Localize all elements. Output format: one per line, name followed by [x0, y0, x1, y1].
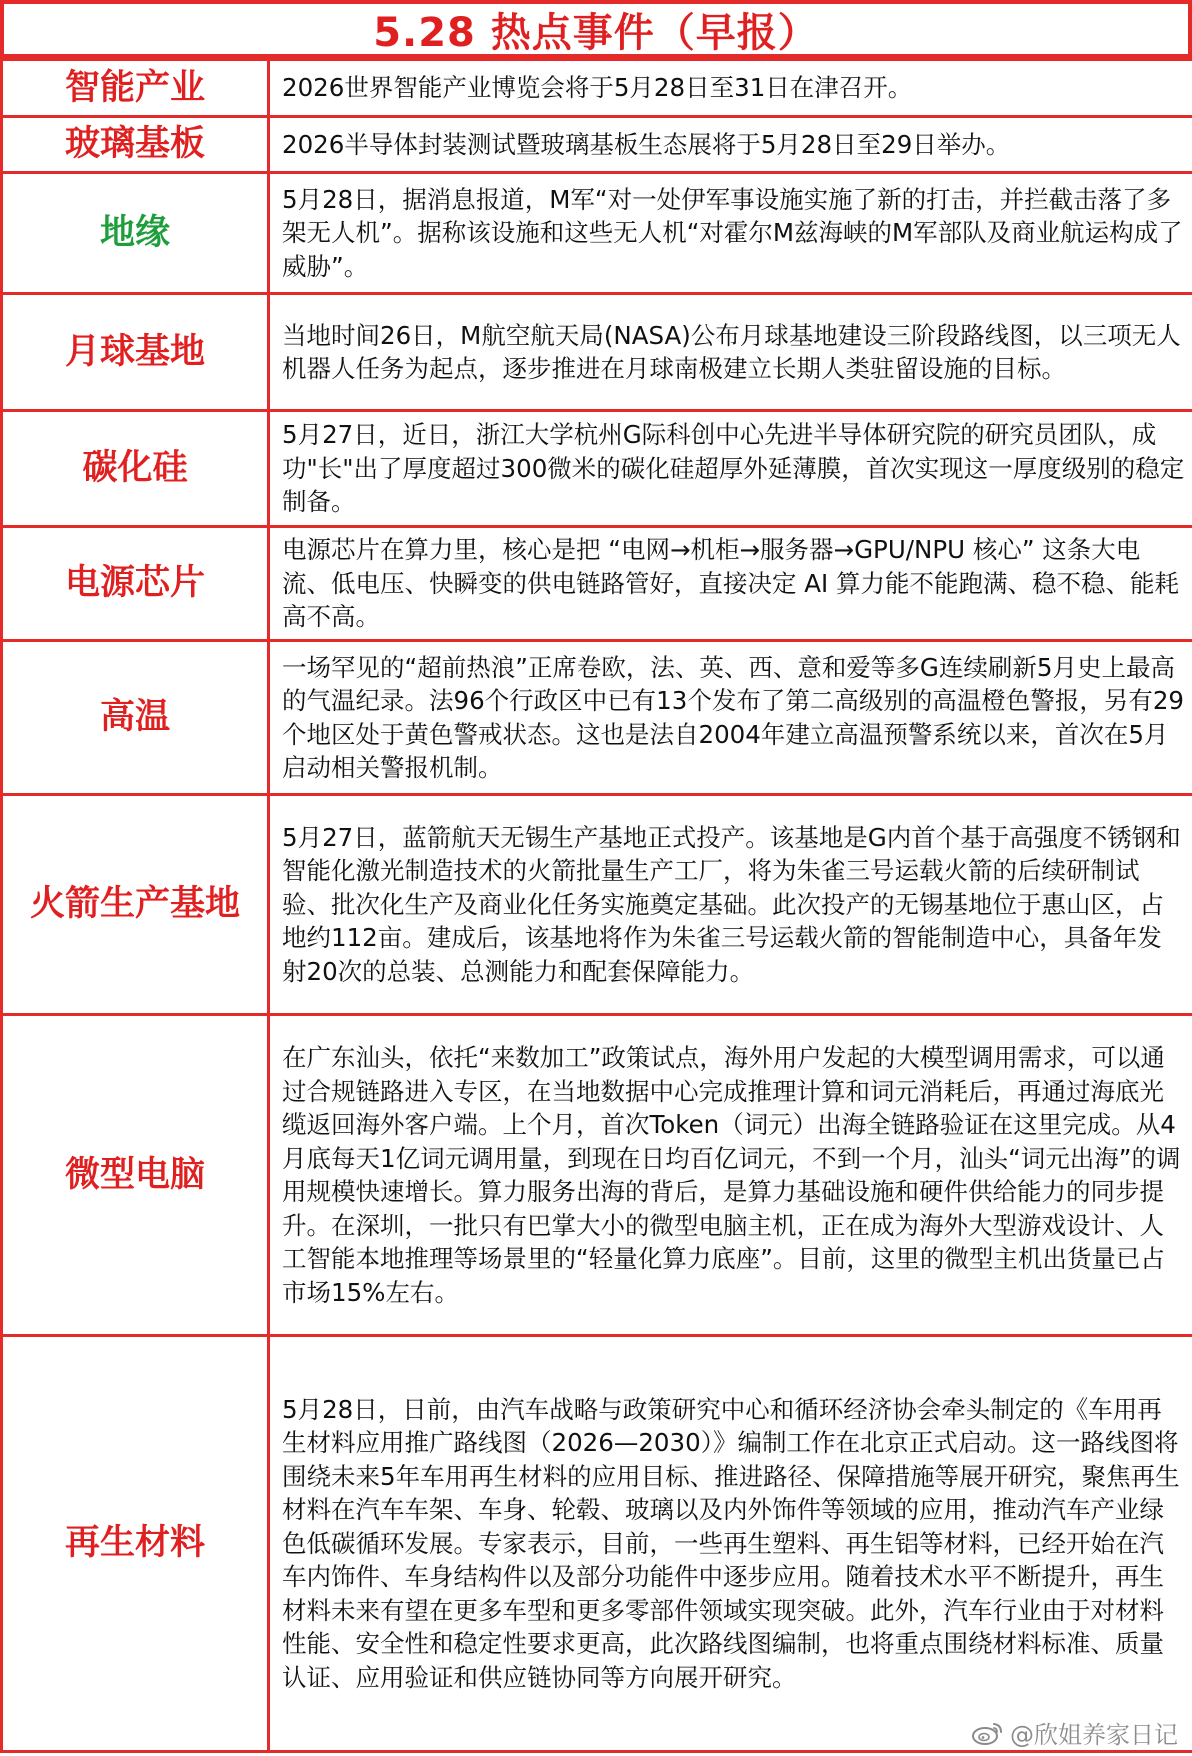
- news-table: [0, 58, 1192, 1753]
- category-cell: [2, 641, 269, 795]
- content-cell: [269, 795, 1192, 1015]
- news-row: [2, 411, 1192, 527]
- news-row: [2, 795, 1192, 1015]
- category-label: 地缘: [99, 212, 170, 253]
- title-bar: [0, 0, 1192, 58]
- news-row: [2, 60, 1192, 117]
- page-title: 5.28 热点事件（早报）: [373, 9, 819, 56]
- news-text: 5月27日，蓝箭航天无锡生产基地正式投产。该基地是G内首个基于高强度不锈钢和智能化激光制造技术的火箭批量生产工厂，将为朱雀三号运载火箭的后续研制试验、批次化生产及商业化任务实施奠定基础。此次投产的无锡基地位于惠山区，占地约112亩。建成后，该基地将作为朱雀三号运载火箭的智能制造中心，具备年发射20次的总装、总测能力和配套保障能力。: [282, 822, 1181, 986]
- news-text: 一场罕见的“超前热浪”正席卷欧，法、英、西、意和爱等多G连续刷新5月史上最高的气温纪录。法96个行政区中已有13个发布了第二高级别的高温橙色警报，另有29个地区处于黄色警戒状态。这也是法自2004年建立高温预警系统以来，首次在5月启动相关警报机制。: [282, 652, 1185, 782]
- category-label: 再生材料: [64, 1523, 205, 1564]
- category-cell: [2, 117, 269, 173]
- content-cell: [269, 117, 1192, 173]
- news-row: [2, 1336, 1192, 1752]
- category-label: 微型电脑: [64, 1154, 205, 1195]
- content-cell: [269, 1015, 1192, 1336]
- category-label: 高温: [99, 697, 170, 738]
- content-cell: [269, 294, 1192, 411]
- watermark: [966, 1715, 1182, 1750]
- category-label: 火箭生产基地: [29, 884, 240, 925]
- news-row: [2, 294, 1192, 411]
- news-text: 2026半导体封装测试暨玻璃基板生态展将于5月28日至29日举办。: [282, 129, 1011, 159]
- news-text: 当地时间26日，M航空航天局(NASA)公布月球基地建设三阶段路线图，以三项无人机器人任务为起点，逐步推进在月球南极建立长期人类驻留设施的目标。: [282, 320, 1181, 383]
- category-label: 电源芯片: [64, 563, 205, 604]
- news-text: 5月28日，日前，由汽车战略与政策研究中心和循环经济协会牵头制定的《车用再生材料应用推广路线图（2026—2030）》编制工作在北京正式启动。这一路线图将围绕未来5年车用再生材料的应用目标、推进路径、保障措施等展开研究，聚焦再生材料在汽车车架、车身、轮毂、玻璃以及内外饰件等领域的应用，推动汽车产业绿色低碳循环发展。专家表示，目前，一些再生塑料、再生铝等材料，已经开始在汽车内饰件、车身结构件以及部分功能件中逐步应用。随着技术水平不断提升，再生材料未来有望在更多车型和更多零部件领域实现突破。此外，汽车行业由于对材料性能、安全性和稳定性要求更高，此次路线图编制，也将重点围绕材料标准、质量认证、应用验证和供应链协同等方向展开研究。: [282, 1394, 1180, 1692]
- category-cell: [2, 1015, 269, 1336]
- news-text: 2026世界智能产业博览会将于5月28日至31日在津召开。: [282, 73, 913, 103]
- weibo-icon: [970, 1720, 1004, 1746]
- content-cell: [269, 173, 1192, 294]
- content-cell: [269, 1336, 1192, 1752]
- watermark-text: @欣姐养家日记: [1010, 1721, 1178, 1749]
- category-cell: [2, 294, 269, 411]
- content-cell: [269, 60, 1192, 117]
- news-text: 5月28日，据消息报道，M军“对一处伊军事设施实施了新的打击，并拦截击落了多架无人机”。据称该设施和这些无人机“对霍尔M兹海峡的M军部队及商业航运构成了威胁”。: [282, 184, 1183, 281]
- category-cell: [2, 527, 269, 641]
- news-text: 在广东汕头，依托“来数加工”政策试点，海外用户发起的大模型调用需求，可以通过合规链路进入专区，在当地数据中心完成推理计算和词元消耗后，再通过海底光缆返回海外客户端。上个月，首次Token（词元）出海全链路验证在这里完成。从4月底每天1亿词元调用量，到现在日均百亿词元，不到一个月，汕头“词元出海”的调用规模快速增长。算力服务出海的背后，是算力基础设施和硬件供给能力的同步提升。在深圳，一批只有巴掌大小的微型电脑主机，正在成为海外大型游戏设计、人工智能本地推理等场景里的“轻量化算力底座”。目前，这里的微型主机出货量已占市场15%左右。: [282, 1043, 1181, 1307]
- content-cell: [269, 641, 1192, 795]
- news-text: 电源芯片在算力里，核心是把 “电网→机柜→服务器→GPU/NPU 核心” 这条大电流、低电压、快瞬变的供电链路管好，直接决定 AI 算力能不能跑满、稳不稳、能耗高不高。: [282, 535, 1180, 632]
- category-label: 玻璃基板: [64, 124, 205, 165]
- news-row: [2, 641, 1192, 795]
- category-cell: [2, 60, 269, 117]
- news-row: [2, 117, 1192, 173]
- category-cell: [2, 411, 269, 527]
- category-cell: [2, 1336, 269, 1752]
- news-row: [2, 173, 1192, 294]
- category-cell: [2, 173, 269, 294]
- category-label: 智能产业: [64, 67, 205, 108]
- category-label: 碳化硅: [82, 448, 188, 489]
- category-label: 月球基地: [64, 331, 205, 372]
- content-cell: [269, 527, 1192, 641]
- content-cell: [269, 411, 1192, 527]
- news-row: [2, 1015, 1192, 1336]
- news-row: [2, 527, 1192, 641]
- news-text: 5月27日，近日，浙江大学杭州G际科创中心先进半导体研究院的研究员团队，成功"长"出了厚度超过300微米的碳化硅超厚外延薄膜，首次实现这一厚度级别的稳定制备。: [282, 420, 1185, 517]
- category-cell: [2, 795, 269, 1015]
